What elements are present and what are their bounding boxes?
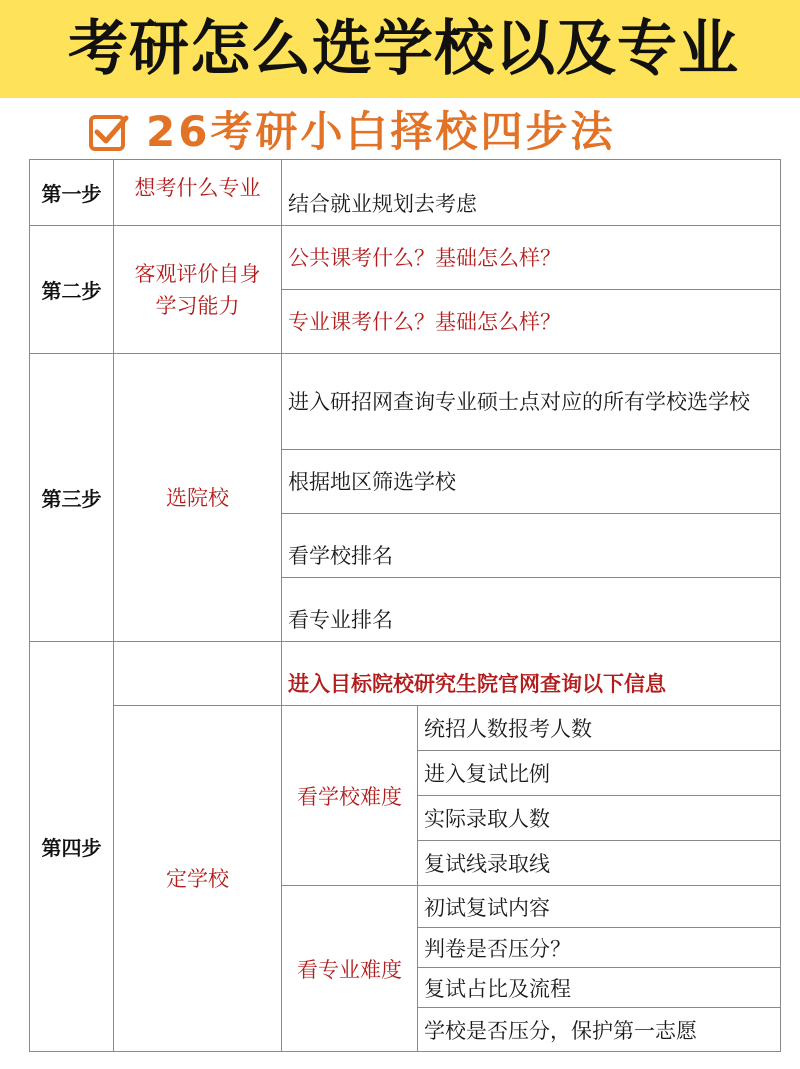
check-box-icon	[88, 112, 130, 154]
step-2-item-2: 专业课考什么？基础怎么样？	[282, 290, 781, 354]
major-item-3: 复试占比及流程	[418, 968, 781, 1008]
page-title: 考研怎么选学校以及专业	[68, 14, 739, 84]
school-item-2: 进入复试比例	[418, 751, 781, 796]
table-row	[30, 354, 781, 450]
school-item-3: 实际录取人数	[418, 796, 781, 841]
table-row	[30, 706, 781, 751]
major-item-2: 判卷是否压分？	[418, 928, 781, 968]
step-4-blank-cell	[114, 642, 282, 706]
step-2-topic-line-1: 客观评价自身	[134, 261, 261, 286]
step-2-label: 第二步	[30, 226, 114, 354]
step-4-label: 第四步	[30, 642, 114, 1052]
school-item-1: 统招人数报考人数	[418, 706, 781, 751]
major-difficulty-label: 看专业难度	[282, 886, 418, 1052]
step-1-label: 第一步	[30, 160, 114, 226]
step-3-item-4: 看专业排名	[282, 578, 781, 642]
table-row	[30, 642, 781, 706]
step-2-topic-line-2: 学习能力	[155, 293, 240, 318]
major-item-4: 学校是否压分，保护第一志愿	[418, 1008, 781, 1052]
page-subtitle: 26考研小白择校四步法	[146, 107, 616, 156]
step-1-item-1: 结合就业规划去考虑	[282, 160, 781, 226]
table-row	[30, 160, 781, 226]
step-3-item-2: 根据地区筛选学校	[282, 450, 781, 514]
step-3-item-3: 看学校排名	[282, 514, 781, 578]
step-3-topic: 选院校	[114, 354, 282, 642]
step-3-label: 第三步	[30, 354, 114, 642]
step-4-topic: 定学校	[114, 706, 282, 1052]
steps-table	[29, 159, 781, 1052]
step-2-topic	[114, 226, 282, 354]
step-2-item-1: 公共课考什么？基础怎么样？	[282, 226, 781, 290]
school-item-4: 复试线录取线	[418, 841, 781, 886]
major-item-1: 初试复试内容	[418, 886, 781, 928]
step-4-intro: 进入目标院校研究生院官网查询以下信息	[282, 642, 781, 706]
step-1-topic: 想考什么专业	[114, 160, 282, 226]
table-row	[30, 226, 781, 290]
school-difficulty-label: 看学校难度	[282, 706, 418, 886]
title-banner	[0, 0, 800, 98]
step-3-item-1: 进入研招网查询专业硕士点对应的所有学校选学校	[282, 354, 781, 450]
